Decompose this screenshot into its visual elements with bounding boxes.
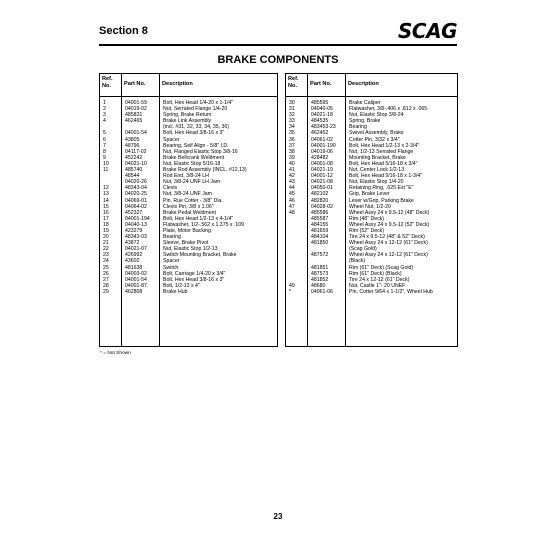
ref-cell: * <box>289 288 292 295</box>
ref-cell: 8 <box>103 148 106 155</box>
part-column <box>308 97 346 346</box>
part-number-cell: 485586 <box>311 209 329 216</box>
part-number-cell: 04020-26 <box>125 179 147 186</box>
ref-cell: 32 <box>289 112 295 119</box>
part-number-cell: 04061-02 <box>311 136 333 143</box>
part-number-cell: 485831 <box>125 112 143 119</box>
part-number-cell: 04061-06 <box>311 288 333 295</box>
ref-cell: 27 <box>103 276 109 283</box>
description-cell: Brake Hub <box>163 288 188 295</box>
description-cell: Wheel Assy 24 x 9.5-12 (48" Deck) <box>349 209 430 216</box>
ref-cell: 37 <box>289 142 295 149</box>
description-cell: Bolt, Hex Head 5/16-18 x 3/4" <box>349 160 418 167</box>
description-cell: Plate, Motor Backing <box>163 227 211 234</box>
ref-cell: 4 <box>103 118 106 125</box>
ref-cell: 36 <box>289 136 295 143</box>
description-cell: Brake Rod Assembly (INCL. #12,13) <box>163 167 247 174</box>
ref-cell: 5 <box>103 130 106 137</box>
description-cell: Rim (52" Deck) <box>349 227 384 234</box>
description-cell: Nut, Castle 1"- 20 UNEF <box>349 282 406 289</box>
ref-cell: 42 <box>289 173 295 180</box>
description-cell: (incl. #31, 32, 33, 34, 35, 36) <box>163 124 230 131</box>
part-number-cell: 04020-25 <box>125 191 147 198</box>
part-number-cell: 04064-02 <box>125 203 147 210</box>
ref-cell: 39 <box>289 154 295 161</box>
description-cell: Rim (48" Deck) <box>349 215 384 222</box>
part-number-cell: 485740 <box>125 167 143 174</box>
section-title: Section 8 <box>99 25 148 37</box>
description-column <box>160 97 277 346</box>
part-number-cell: 04001-54 <box>125 130 147 137</box>
ref-cell: 25 <box>103 264 109 271</box>
parts-table-right <box>285 73 458 347</box>
part-number-cell: 485587 <box>311 215 329 222</box>
ref-cell: 44 <box>289 185 295 192</box>
ref-cell: 23 <box>103 252 109 259</box>
ref-cell: 17 <box>103 215 109 222</box>
description-cell: Switch <box>163 264 179 271</box>
part-number-cell: 484535 <box>311 118 329 125</box>
description-cell: Bolt, Hex Head 1/2-13 x 2-3/4" <box>349 142 420 149</box>
description-cell: Bolt, Carriage 1/4-20 x 3/4" <box>163 270 226 277</box>
ref-cell: 15 <box>103 203 109 210</box>
ref-cell: 35 <box>289 130 295 137</box>
ref-column <box>286 97 308 346</box>
ref-cell: 48 <box>289 209 295 216</box>
ref-cell: 7 <box>103 142 106 149</box>
ref-cell: 22 <box>103 246 109 253</box>
description-cell: Nut, Flanged Elastic Stop 3/8-16 <box>163 148 238 155</box>
part-number-cell: 482820 <box>311 197 329 204</box>
description-cell: Switch Mounting Bracket, Brake <box>163 252 237 259</box>
ref-cell: 6 <box>103 136 106 143</box>
part-number-cell: 04001-59 <box>125 100 147 106</box>
ref-cell: 16 <box>103 209 109 216</box>
part-number-cell: 462465 <box>125 118 143 125</box>
part-number-cell: 04069-01 <box>125 197 147 204</box>
description-cell: Bolt, Hex Head 5/16-18 x 1-3/4" <box>349 173 423 180</box>
description-cell: Rod End, 3/8-24 LH <box>163 173 209 180</box>
part-number-cell: 487573 <box>311 270 329 277</box>
part-number-cell: 487572 <box>311 252 329 259</box>
ref-cell: 49 <box>289 282 295 289</box>
part-number-cell: 04021-19 <box>311 167 333 174</box>
part-number-cell: 04001-190 <box>311 142 336 149</box>
ref-cell: 20 <box>103 234 109 241</box>
part-number-cell: 485595 <box>311 100 329 106</box>
description-cell: Bolt, Hex Head 3/8-16 x 3" <box>163 276 225 283</box>
part-number-cell: 484104 <box>311 234 329 241</box>
description-cell: Bolt, 1/2-13 x 4" <box>163 282 200 289</box>
part-number-cell: 04003-02 <box>125 270 147 277</box>
part-number-cell: 482102 <box>311 191 329 198</box>
ref-cell: 29 <box>103 288 109 295</box>
ref-cell: 47 <box>289 203 295 210</box>
part-number-cell: 423279 <box>125 227 143 234</box>
ref-cell: 24 <box>103 258 109 265</box>
description-cell: Nut, Serrated Flange 1/4-20 <box>163 106 228 113</box>
ref-cell: 1 <box>103 100 106 106</box>
part-number-cell: 481852 <box>311 276 329 283</box>
description-cell: Rim (61" Deck) (Scag Gold) <box>349 264 414 271</box>
part-number-cell: 43602 <box>125 258 140 265</box>
part-number-cell: 426992 <box>125 252 143 259</box>
ref-no-header: Ref. No. <box>100 74 122 96</box>
part-number-cell: 43805 <box>125 136 140 143</box>
description-cell: Nut, Center Lock 1/2-13 <box>349 167 405 174</box>
parts-table-left <box>99 73 278 347</box>
description-cell: Clevis Pin, 3/8 x 1.06" <box>163 203 214 210</box>
description-cell: Nut, 1/2-13 Serrated Flange <box>349 148 414 155</box>
page-number: 23 <box>273 512 283 521</box>
description-cell: Nut, Elastic Stop 1/4-20 <box>349 179 404 186</box>
ref-cell: 43 <box>289 179 295 186</box>
part-number-cell: 481659 <box>311 227 329 234</box>
part-number-cell: 04028-02 <box>311 203 333 210</box>
table-body <box>100 97 277 346</box>
description-cell: Tire 24 x 9.5-12 (48" & 52" Deck) <box>349 234 425 241</box>
part-number-cell: 04040-05 <box>311 106 333 113</box>
description-header: Description <box>162 81 193 87</box>
scag-logo: SCAG <box>398 19 457 43</box>
description-cell: Wheel Assy 24 x 12-12 (61" Deck) <box>349 252 428 259</box>
part-number-cell: 04001-54 <box>125 276 147 283</box>
description-cell: Clevis <box>163 185 178 192</box>
ref-cell: 46 <box>289 197 295 204</box>
description-cell: Bearing <box>163 234 181 241</box>
description-cell: Wheel Assy 24 x 12-12 (61" Deck) <box>349 240 428 247</box>
description-cell: Spring, Brake Return <box>163 112 212 119</box>
description-cell: Retaining Ring, .625 Ext "E" <box>349 185 414 192</box>
part-number-cell: 462452 <box>311 130 329 137</box>
part-number-cell: 48796 <box>125 142 140 149</box>
ref-cell: 45 <box>289 191 295 198</box>
ref-cell: 10 <box>103 160 109 167</box>
description-cell: Bolt, Hex Head 3/8-16 x 3" <box>163 130 225 137</box>
description-column <box>346 97 457 346</box>
part-number-cell: 04021-18 <box>311 112 333 119</box>
table-header <box>286 74 457 97</box>
part-no-header: Part No. <box>122 74 160 96</box>
ref-cell: 18 <box>103 221 109 228</box>
page-header <box>99 20 457 46</box>
ref-cell: 2 <box>103 106 106 113</box>
part-number-cell: 04021-08 <box>311 179 333 186</box>
ref-no-header: Ref. No. <box>286 74 308 96</box>
part-number-cell: 428482 <box>311 154 329 161</box>
ref-cell: 31 <box>289 106 295 113</box>
part-number-cell: 48343-03 <box>125 234 147 241</box>
description-header: Description <box>348 81 379 87</box>
ref-cell: 19 <box>103 227 109 234</box>
part-number-cell: 48343-04 <box>125 185 147 192</box>
page-title: BRAKE COMPONENTS <box>217 54 339 66</box>
part-number-cell: 04019-02 <box>125 106 147 113</box>
description-cell: Nut, Elastic Stop 1/2-13 <box>163 246 218 253</box>
ref-cell: 38 <box>289 148 295 155</box>
description-cell: Swivel Assembly, Brake <box>349 130 404 137</box>
description-cell: Pin, Cotter 9/64 x 1-1/2", Wheel Hub <box>349 288 433 295</box>
part-column <box>122 97 160 346</box>
description-cell: Spring, Brake <box>349 118 381 125</box>
ref-cell: 40 <box>289 160 295 167</box>
part-number-cell: 481638 <box>125 264 143 271</box>
part-no-header: Part No. <box>308 74 346 96</box>
part-number-cell: 04001-12 <box>311 173 333 180</box>
description-cell: Wheel Nut, 1/2-20 <box>349 203 391 210</box>
description-cell: Brake Bellcrank Weldment <box>163 154 225 161</box>
part-number-cell: 43872 <box>125 240 140 247</box>
description-cell: Nut, 3/8-24 UNF Jam <box>163 191 213 198</box>
description-cell: Nut, Elastic Stop 5/16-18 <box>163 160 221 167</box>
part-number-cell: 04001-08 <box>311 160 333 167</box>
description-cell: Wheel Assy 24 x 9.5-12 (52" Deck) <box>349 221 430 228</box>
description-cell: Spacer <box>163 136 180 143</box>
ref-column <box>100 97 122 346</box>
description-cell: Bolt, Hex Head 1/4-20 x 1-1/4" <box>163 100 234 106</box>
ref-cell: 34 <box>289 124 295 131</box>
description-cell: Flatwasher, 1/2-.562 x 1.375 x .109 <box>163 221 245 228</box>
description-cell: Nut, Elastic Stop 3/8-24 <box>349 112 404 119</box>
part-number-cell: 481851 <box>311 264 329 271</box>
description-cell: Mounting Bracket, Brake <box>349 154 406 161</box>
description-cell: Pin, Rue Cotter - 3/8" Dia. <box>163 197 223 204</box>
part-number-cell: 462808 <box>125 288 143 295</box>
description-cell: Spacer <box>163 258 180 265</box>
ref-cell: 30 <box>289 100 295 106</box>
part-number-cell: 04019-06 <box>311 148 333 155</box>
description-cell: Nut, 3/8-24 UNF LH Jam <box>163 179 221 186</box>
description-cell: Rim (61" Deck) (Black) <box>349 270 402 277</box>
ref-cell: 26 <box>103 270 109 277</box>
description-cell: Bolt, Hex Head 1/2-13 x 4-1/4" <box>163 215 234 222</box>
description-cell: Bearing, Self Align - 5/8" I.D. <box>163 142 229 149</box>
description-cell: Bearing <box>349 124 367 131</box>
ref-cell: 9 <box>103 154 106 161</box>
description-cell: Brake Caliper <box>349 100 381 106</box>
part-number-cell: 452327 <box>125 209 143 216</box>
part-number-cell: 452242 <box>125 154 143 161</box>
part-number-cell: 04117-02 <box>125 148 147 155</box>
part-number-cell: 484155 <box>311 221 329 228</box>
ref-cell: 14 <box>103 197 109 204</box>
description-cell: Brake Pedal Weldment <box>163 209 216 216</box>
description-cell: Sleeve, Brake Pivot <box>163 240 209 247</box>
description-cell: Lever w/Grip, Parking Brake <box>349 197 414 204</box>
part-number-cell: 04040-13 <box>125 221 147 228</box>
part-number-cell: 04001-87 <box>125 282 147 289</box>
ref-cell: 33 <box>289 118 295 125</box>
part-number-cell: 48680 <box>311 282 326 289</box>
part-number-cell: 04050-01 <box>311 185 333 192</box>
part-number-cell: 481850 <box>311 240 329 247</box>
ref-cell: 13 <box>103 191 109 198</box>
part-number-cell: 483453-23 <box>311 124 336 131</box>
description-cell: Tire 24 x 12-12 (61" Deck) <box>349 276 410 283</box>
part-number-cell: 04021-07 <box>125 246 147 253</box>
description-cell: Flatwasher, 3/8-.406 x .812 x .065 <box>349 106 428 113</box>
ref-cell: 41 <box>289 167 295 174</box>
ref-cell: 3 <box>103 112 106 119</box>
part-number-cell: 48544 <box>125 173 140 180</box>
description-cell: Grip, Brake Lever <box>349 191 390 198</box>
description-cell: (Black) <box>349 258 366 265</box>
part-number-cell: 04021-10 <box>125 160 147 167</box>
description-cell: (Scag Gold) <box>349 246 377 253</box>
ref-cell: 11 <box>103 167 109 174</box>
part-number-cell: 04001-194 <box>125 215 150 222</box>
ref-cell: 21 <box>103 240 109 247</box>
description-cell: Cotter Pin, 3/32 x 3/4" <box>349 136 400 143</box>
ref-cell: 28 <box>103 282 109 289</box>
description-cell: Brake Link Assembly <box>163 118 212 125</box>
footnote: * = Not Shown <box>100 351 131 356</box>
ref-cell: 12 <box>103 185 109 192</box>
table-body <box>286 97 457 346</box>
table-header <box>100 74 277 97</box>
